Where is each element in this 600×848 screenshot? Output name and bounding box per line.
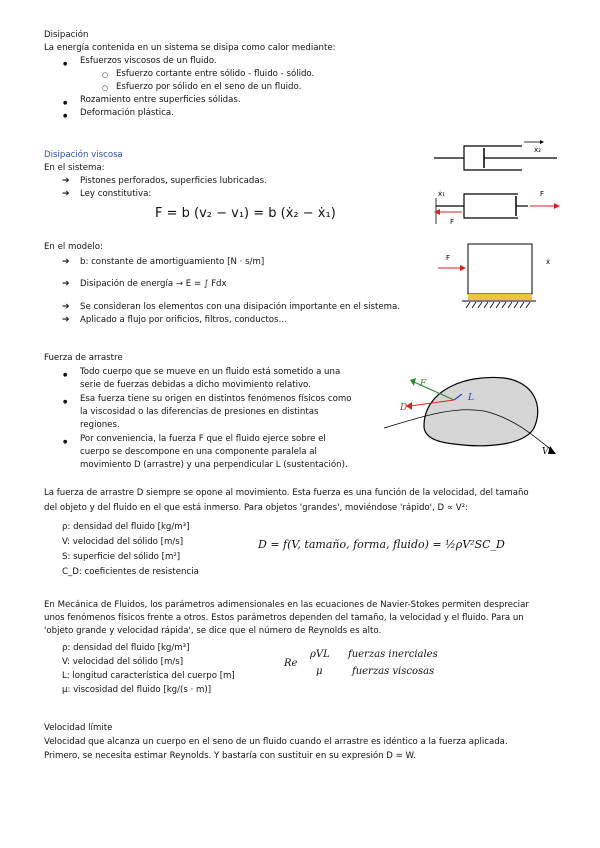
label-x-block: ẋ: [546, 258, 551, 266]
label-L: L: [468, 393, 474, 403]
label-F-block: F: [446, 254, 451, 262]
list-item: ➔ Aplicado a flujo por orificios, filtros, conductos…: [80, 315, 287, 326]
damper-diagram: [432, 138, 562, 178]
list-item-cont: movimiento D (arrastre) y una perpendicular L (sustentación).: [80, 460, 348, 470]
list-item: ● Esfuerzos viscosos de un fluido.: [80, 56, 217, 67]
label-F-left: F: [450, 218, 455, 226]
section-title-limite: Velocidad límite: [44, 723, 113, 733]
list-item: ➔ Pistones perforados, superficies lubricadas.: [80, 176, 267, 187]
list-item: ○ Esfuerzo cortante entre sólido - fluido - sólido.: [116, 69, 314, 80]
limite-line-1: Velocidad que alcanza un cuerpo en el seno de un fluido cuando el arrastre es idéntico a la fuerza aplicada.: [44, 737, 508, 747]
list-item: ● Esa fuerza tiene su origen en distintos fenómenos físicos como: [80, 394, 351, 405]
list-item: ➔ b: constante de amortiguamiento [N · s/m]: [80, 257, 264, 268]
list-item: ➔ Se consideran los elementos con una disipación importante en el sistema.: [80, 302, 400, 313]
label-D: D: [400, 403, 408, 413]
disipacion-intro: La energía contenida en un sistema se disipa como calor mediante:: [44, 43, 336, 53]
reynolds-symbol: Re: [284, 658, 298, 669]
constitutive-equation: F = b (v₂ − v₁) = b (ẋ₂ − ẋ₁): [155, 206, 336, 221]
var-item: V: velocidad del sólido [m/s]: [62, 657, 184, 667]
arrastre-para-2: del objeto y del fluido en el que está inmerso. Para objetos 'grandes', moviéndose 'rápido', D ∝ V²:: [44, 503, 468, 513]
list-item: ➔ Ley constitutiva:: [80, 189, 151, 200]
var-item: S: superficie del sólido [m²]: [62, 552, 181, 562]
var-item: ρ: densidad del fluido [kg/m³]: [62, 643, 190, 653]
damper-forces-diagram: [428, 184, 563, 230]
list-item: ○ Esfuerzo por sólido en el seno de un fluido.: [116, 82, 301, 93]
limite-line-2: Primero, se necesita estimar Reynolds. Y bastaría con sustituir en su expresión D = W.: [44, 751, 416, 761]
list-item-cont: la viscosidad o las diferencias de presiones en distintas: [80, 407, 319, 417]
list-item: ● Por conveniencia, la fuerza F que el fluido ejerce sobre el: [80, 434, 326, 445]
list-item-cont: serie de fuerzas debidas a dicho movimiento relativo.: [80, 380, 311, 390]
var-item: μ: viscosidad del fluido [kg/(s · m)]: [62, 685, 212, 695]
list-item: ● Todo cuerpo que se mueve en un fluido está sometido a una: [80, 367, 340, 378]
label-x1: ẋ₁: [438, 190, 445, 198]
list-item-cont: regiones.: [80, 420, 120, 430]
var-item: L: longitud característica del cuerpo [m]: [62, 671, 235, 681]
var-item: ρ: densidad del fluido [kg/m³]: [62, 522, 190, 532]
label-V: V: [542, 447, 549, 457]
reynolds-viscous: fuerzas viscosas: [352, 666, 435, 677]
section-title-disipacion: Disipación: [44, 30, 89, 40]
reynolds-para-3: 'objeto grande y velocidad rápida', se dice que el número de Reynolds es alto.: [44, 626, 382, 636]
reynolds-inertial: fuerzas inerciales: [348, 649, 438, 660]
label-F-right: F: [540, 190, 545, 198]
var-item: C_D: coeficientes de resistencia: [62, 567, 199, 577]
label-x2: ẋ₂: [534, 146, 541, 154]
airfoil-drag-diagram: [384, 366, 560, 460]
arrastre-para-1: La fuerza de arrastre D siempre se opone al movimiento. Esta fuerza es una función de la velocidad, del tamaño: [44, 488, 529, 498]
drag-equation: D = f(V, tamaño, forma, fluido) = ½ρV²SC_D: [258, 538, 505, 551]
list-item: ➔ Disipación de energía → E = ∫ Fdx: [80, 279, 227, 290]
block-force-diagram: [432, 240, 562, 312]
label-F: F: [420, 379, 427, 389]
reynolds-numerator: ρVL: [310, 649, 330, 660]
reynolds-denominator: μ: [316, 666, 323, 677]
section-title-viscosa: Disipación viscosa: [44, 150, 123, 160]
section-title-arrastre: Fuerza de arrastre: [44, 353, 123, 363]
list-item-cont: cuerpo se descompone en una componente paralela al: [80, 447, 317, 457]
list-item: ● Rozamiento entre superficies sólidas.: [80, 95, 241, 106]
reynolds-para-2: unos fenómenos físicos frente a otros. Estos parámetros dependen del tamaño, la velocidad y el fluido. Para un: [44, 613, 524, 623]
list-item: ● Deformación plástica.: [80, 108, 174, 119]
var-item: V: velocidad del sólido [m/s]: [62, 537, 184, 547]
reynolds-para-1: En Mecánica de Fluidos, los parámetros adimensionales en las ecuaciones de Navier-Stokes permiten despreciar: [44, 600, 529, 610]
modelo-label: En el modelo:: [44, 242, 103, 252]
sistema-label: En el sistema:: [44, 163, 105, 173]
